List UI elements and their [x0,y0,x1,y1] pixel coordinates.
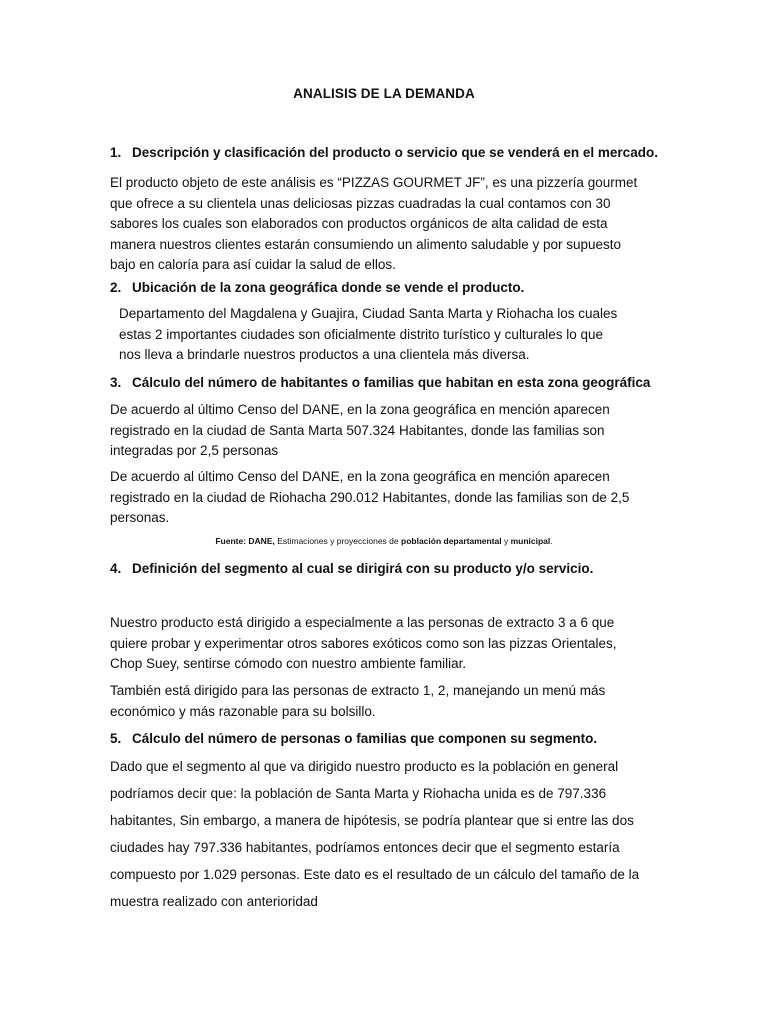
source-label: Fuente: DANE, [215,536,275,546]
section-heading-text: Definición del segmento al cual se dirigirá con su producto y/o servicio. [132,561,594,576]
source-text-3: y [501,536,511,546]
source-note [0,536,768,546]
section-5-paragraph: Dado que el segmento al que va dirigido nuestro producto es la población en general podríamos decir que: la población de Santa Marta y Riohacha unida es de 797.336 habitantes, Sin embargo, a manera de hipótesis, se podría plantear que si entre las dos ciudades hay 797.336 habitantes, podríamos entonces decir que el segmento estaría compuesto por 1.029 personas. Este dato es el resultado de un cálculo del tamaño de la muestra realizado con anterioridad [110,759,640,909]
section-heading-text: Cálculo del número de habitantes o familias que habitan en esta zona geográfica [132,375,651,390]
section-2-paragraph: Departamento del Magdalena y Guajira, Ciudad Santa Marta y Riohacha los cuales estas 2 importantes ciudades son oficialmente distrito turístico y culturales lo que nos lleva a brindarle nuestros productos a una clientela más diversa. [119,306,618,362]
section-1-paragraph: El producto objeto de este análisis es “PIZZAS GOURMET JF”, es una pizzería gourmet que ofrece a su clientela unas deliciosas pizzas cuadradas la cual contamos con 30 sabores los cuales son elaborados con productos orgánicos de alta calidad de esta manera nuestros clientes estarán consumiendo un alimento saludable y por supuesto bajo en caloría para así cuidar la salud de ellos. [110,175,638,272]
document-title: ANALISIS DE LA DEMANDA [293,86,475,101]
section-4-paragraph-2: También está dirigido para las personas de extracto 1, 2, manejando un menú más económico y más razonable para su bolsillo. [110,683,606,719]
section-1-heading [110,145,658,160]
section-2-heading [110,280,524,295]
section-heading-text: Ubicación de la zona geográfica donde se vende el producto. [132,280,525,295]
section-heading-text: Cálculo del número de personas o familias que componen su segmento. [132,731,598,746]
section-3-paragraph-2: De acuerdo al último Censo del DANE, en la zona geográfica en mención aparecen registrado en la ciudad de Riohacha 290.012 Habitantes, donde las familias son de 2,5 personas. [110,469,630,525]
section-number: 1. [110,145,122,160]
section-4-paragraph-1: Nuestro producto está dirigido a especialmente a las personas de extracto 3 a 6 que quiere probar y experimentar otros sabores exóticos como son las pizzas Orientales, Chop Suey, sentirse cómodo con nuestro ambiente familiar. [110,615,617,671]
section-number: 2. [110,280,122,295]
source-text-1: Estimaciones y proyecciones de [274,536,401,546]
section-3-heading [110,375,650,390]
source-text-2: población departamental [401,536,502,546]
section-heading-text: Descripción y clasificación del producto o servicio que se venderá en el mercado. [132,145,658,160]
source-text-end: . [550,536,553,546]
section-number: 5. [110,731,122,746]
section-number: 4. [110,561,122,576]
section-number: 3. [110,375,122,390]
source-text-4: municipal [510,536,551,546]
section-3-paragraph-1: De acuerdo al último Censo del DANE, en la zona geográfica en mención aparecen registrado en la ciudad de Santa Marta 507.324 Habitantes, donde las familias son integradas por 2,5 personas [110,402,610,458]
section-4-heading [110,561,593,576]
section-5-heading [110,731,597,746]
